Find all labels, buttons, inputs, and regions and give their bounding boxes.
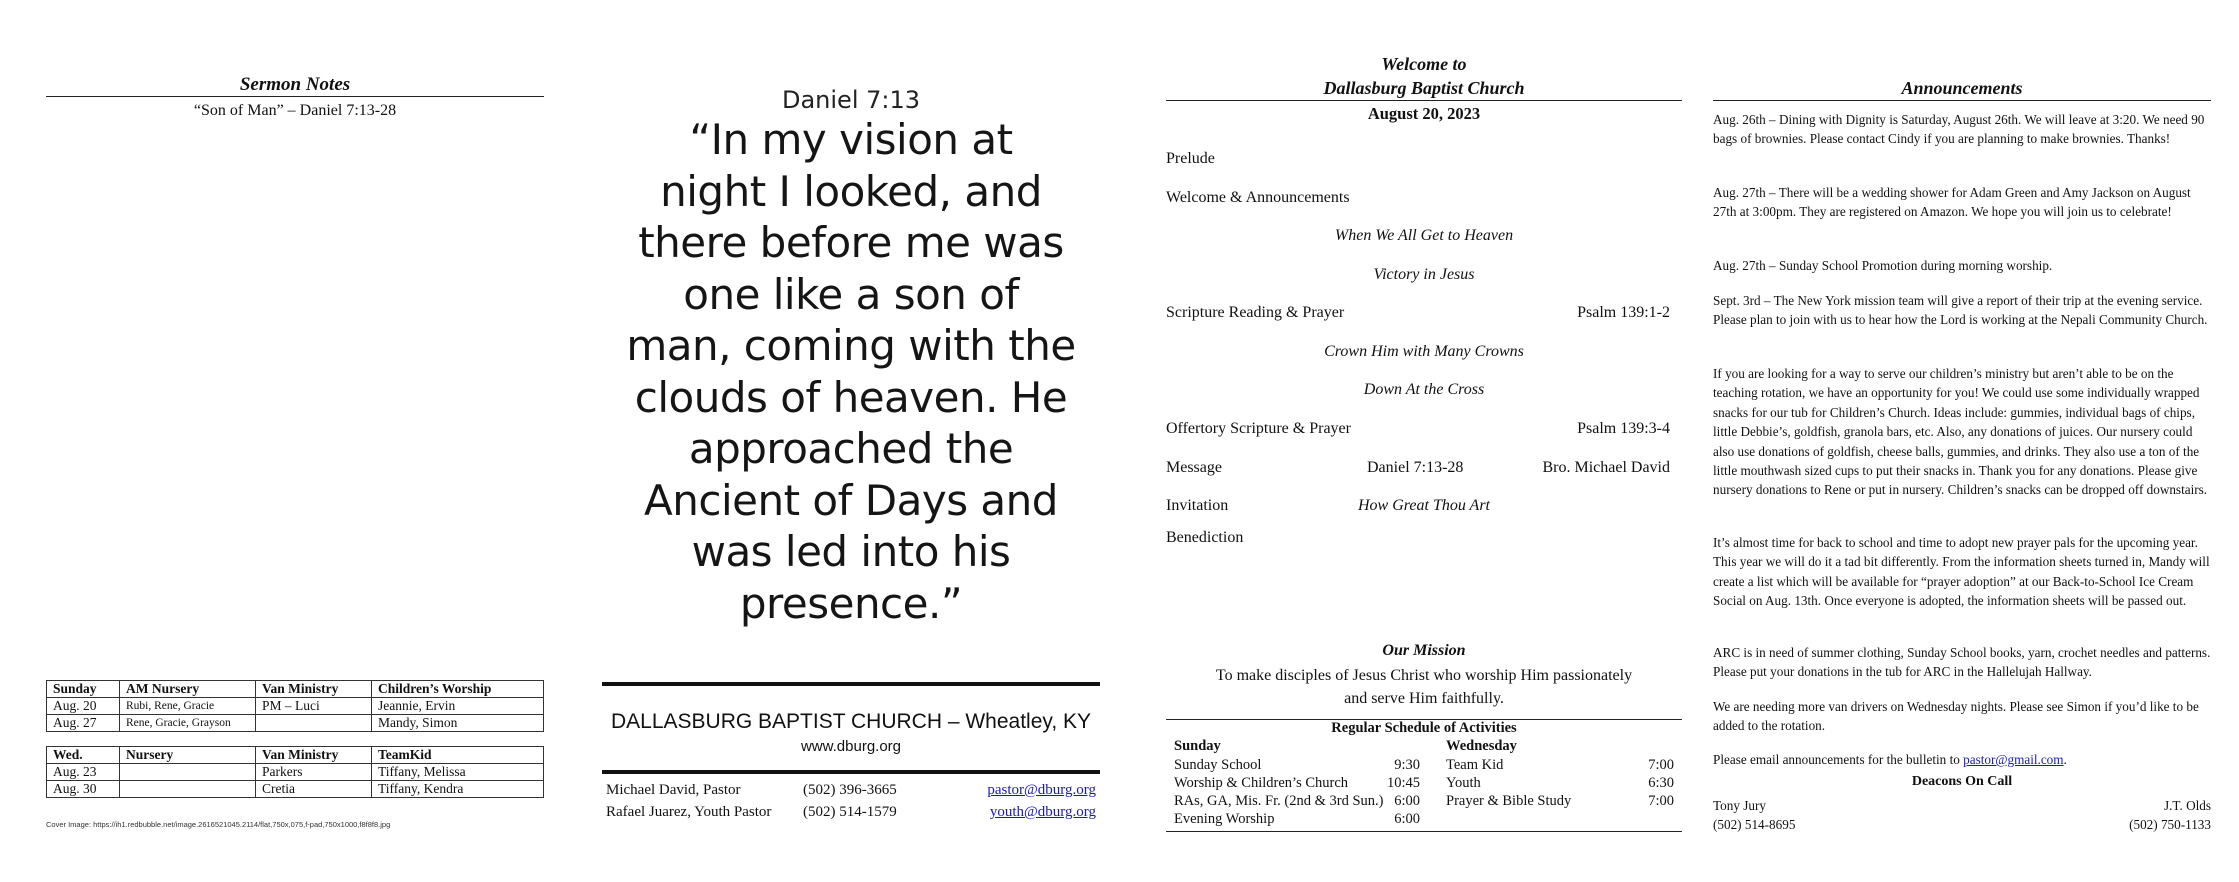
service-date: August 20, 2023 [1367,104,1481,123]
schedule-time: 6:00 [1394,811,1420,827]
announcement-text: Aug. 26th – Dining with Dignity is Saturday, August 26th. We will leave at 3:20. We need 90 bags of brownies. Please contact Cindy if you are planning to make brownies. Thanks! [1713,112,2205,147]
cover-art [596,86,1106,641]
divider [1713,100,2211,101]
welcome-announcements: Welcome & Announcements [1166,189,1350,206]
table-cell: Rubi, Rene, Gracie [120,698,256,715]
table-header: Wed. [47,747,120,764]
table-header: Sunday [47,681,120,698]
deacon-name: J.T. Olds [2163,798,2211,813]
schedule-heading: Regular Schedule of Activities [1331,720,1517,736]
welcome-heading: Welcome to [1381,54,1467,74]
announcement-item [1713,697,2211,736]
table-row [47,764,544,781]
verse-line: clouds of heaven. He [634,372,1068,422]
message-reference: Daniel 7:13-28 [1367,459,1464,476]
announcements-heading: Announcements [1901,78,2023,98]
table-cell: Aug. 30 [47,781,120,798]
schedule-item: Youth [1446,775,1481,791]
staff-row [606,804,1096,824]
verse-line: “In my vision at [689,115,1013,164]
table-cell: Parkers [256,764,372,781]
announcement-text: ARC is in need of summer clothing, Sunday School books, yarn, crochet needles and patterns. Please put your donations in the tub for ARC in the Hallelujah Hallway. [1713,645,2211,680]
table-row [47,715,544,732]
schedule-item: Prayer & Bible Study [1446,793,1572,809]
email-suffix: . [2063,752,2067,767]
table-header-row [47,747,544,764]
staff-name: Rafael Juarez, Youth Pastor [606,804,772,820]
offertory-reference: Psalm 139:3-4 [1577,420,1670,437]
church-name-line: DALLASBURG BAPTIST CHURCH – Wheatley, KY [610,710,1092,733]
hymn-title: Down At the Cross [1363,381,1485,398]
table-cell [120,781,256,798]
verse-text [596,114,1106,629]
mission-statement [1166,664,1682,710]
mission-line: To make disciples of Jesus Christ who worship Him passionately [1215,667,1633,684]
table-cell [120,764,256,781]
staff-name: Michael David, Pastor [606,782,741,798]
staff-email-link[interactable]: pastor@dburg.org [987,782,1096,798]
staff-email-link[interactable]: youth@dburg.org [989,804,1096,820]
verse-line: presence.” [739,578,963,628]
scripture-reference: Psalm 139:1-2 [1577,304,1670,321]
announcement-item [1713,364,2211,500]
order-of-worship-panel [1166,0,1682,882]
church-website: www.dburg.org [800,738,902,755]
schedule-time: 6:30 [1648,775,1674,791]
table-cell: Aug. 20 [47,698,120,715]
announcement-item [1713,110,2211,149]
schedule-item: Evening Worship [1174,811,1275,827]
table-header: TeamKid [372,747,544,764]
staff-phone: (502) 514-1579 [803,804,897,820]
cover-panel [596,0,1106,882]
announcement-item [1713,643,2211,682]
deacon-phone: (502) 750-1133 [2129,817,2211,832]
announcement-text: Aug. 27th – There will be a wedding shower for Adam Green and Amy Jackson on August 27th at 3:00pm. They are registered on Amazon. We hope you will join us to celebrate! [1713,185,2191,220]
announcement-text: Sept. 3rd – The New York mission team will give a report of their trip at the evening service. Please plan to join with us to hear how the Lord is working at the Nepali Community Church. [1713,293,2208,328]
table-cell: Jeannie, Ervin [372,698,544,715]
schedule-wednesday-heading: Wednesday [1446,738,1517,754]
hymn-title: Victory in Jesus [1373,266,1475,283]
announcement-text: It’s almost time for back to school and time to adopt new prayer pals for the upcoming year. This year we will do it a tad bit differently. From the information sheets turned in, Mandy will create a list which will be available for “prayer adoption” at our Back-to-School Ice Cream Social on Aug. 13th. Once everyone is adopted, the information sheets will be passed out. [1713,535,2210,609]
schedule-item: RAs, GA, Mis. Fr. (2nd & 3rd Sun.) [1174,793,1384,809]
scripture-reading: Scripture Reading & Prayer [1166,304,1345,321]
verse-line: night I looked, and [660,166,1042,216]
cover-image-credit: Cover Image: https://ih1.redbubble.net/image.2616521045.2114/flat,750x,075,f-pad,750x1000,f8f8f8.jpg [46,820,391,829]
schedule-time: 7:00 [1648,793,1674,809]
divider [46,96,544,97]
table-header: Children’s Worship [372,681,544,698]
message-speaker: Bro. Michael David [1542,459,1670,476]
schedule-time: 10:45 [1386,775,1420,791]
announcement-text: If you are looking for a way to serve our children’s ministry but aren’t able to be on the teaching rotation, we have an opportunity for you! We could use some individually wrapped snacks for our tub for Children’s Church. Ideas include: gummies, individual bags of chips, little Debbie’s, goldfish, granola bars, etc. Also, any donations of juices. Our nursery could also use donations of goldfish, cheese balls, gummies, and drinks. They also use a ton of the little mouthwash sized cups to put their snacks in. Thank you for any donations. Please give nursery donations to Rene or put in nursery. Children’s snacks can be dropped off downstairs. [1713,366,2208,498]
schedule-time: 7:00 [1648,757,1674,773]
schedule-item: Team Kid [1446,757,1504,773]
mission-line: and serve Him faithfully. [1344,690,1504,707]
verse-line: there before me was [638,218,1064,267]
table-row [47,698,544,715]
offertory: Offertory Scripture & Prayer [1166,420,1351,437]
table-cell: Aug. 27 [47,715,120,732]
table-cell: Aug. 23 [47,764,120,781]
announcement-text: Aug. 27th – Sunday School Promotion during morning worship. [1713,258,2053,273]
prelude: Prelude [1166,150,1215,167]
sermon-title: “Son of Man” – Daniel 7:13-28 [193,102,397,119]
verse-line: one like a son of [683,269,1019,319]
schedule-time: 6:00 [1394,793,1420,809]
table-row [47,781,544,798]
schedule-item: Worship & Children’s Church [1174,775,1349,791]
sermon-notes-panel [46,0,544,882]
table-cell: Tiffany, Melissa [372,764,544,781]
announcement-email-line [1713,750,2211,769]
schedule-time: 9:30 [1394,757,1420,773]
deacon-name: Tony Jury [1713,798,1766,813]
church-name-heading: Dallasburg Baptist Church [1323,78,1525,98]
schedule-sunday-heading: Sunday [1174,738,1221,754]
invitation: Invitation [1166,497,1229,514]
sunday-volunteer-table [46,680,544,732]
announcement-item [1713,291,2211,330]
sermon-notes-title: Sermon Notes [239,74,351,95]
schedule-item: Sunday School [1174,757,1262,773]
verse-line: man, coming with the [626,321,1076,370]
message: Message [1166,459,1222,476]
thick-divider [602,770,1100,774]
announcement-email-link[interactable]: pastor@gmail.com [1963,752,2064,767]
announcement-item [1713,183,2211,222]
divider [1166,831,1682,832]
invitation-hymn: How Great Thou Art [1357,497,1490,514]
table-cell: Tiffany, Kendra [372,781,544,798]
table-cell [256,715,372,732]
email-prefix: Please email announcements for the bulletin to [1713,752,1964,767]
announcement-item [1713,256,2211,275]
deacon-phone: (502) 514-8695 [1713,817,1796,832]
announcement-text: We are needing more van drivers on Wednesday nights. Please see Simon if you’d like to be added to the rotation. [1713,699,2199,734]
staff-row [606,782,1096,802]
table-header-row [47,681,544,698]
wednesday-volunteer-table [46,746,544,798]
thick-divider [602,682,1100,686]
verse-line: Ancient of Days and [644,475,1058,525]
benediction: Benediction [1166,529,1244,546]
verse-reference: Daniel 7:13 [781,86,921,114]
verse-line: was led into his [691,527,1011,576]
table-header: AM Nursery [120,681,256,698]
table-cell: Cretia [256,781,372,798]
announcement-item [1713,533,2211,611]
table-header: Van Ministry [256,747,372,764]
table-header: Nursery [120,747,256,764]
hymn-title: When We All Get to Heaven [1334,227,1514,244]
deacons-heading: Deacons On Call [1911,774,2013,789]
divider [1166,100,1682,101]
table-cell: Rene, Gracie, Grayson [120,715,256,732]
table-header: Van Ministry [256,681,372,698]
table-cell: PM – Luci [256,698,372,715]
staff-phone: (502) 396-3665 [803,782,897,798]
hymn-title: Crown Him with Many Crowns [1324,343,1524,360]
mission-heading: Our Mission [1382,642,1466,659]
verse-line: approached the [688,424,1014,473]
table-cell: Mandy, Simon [372,715,544,732]
announcements-panel [1713,0,2211,882]
